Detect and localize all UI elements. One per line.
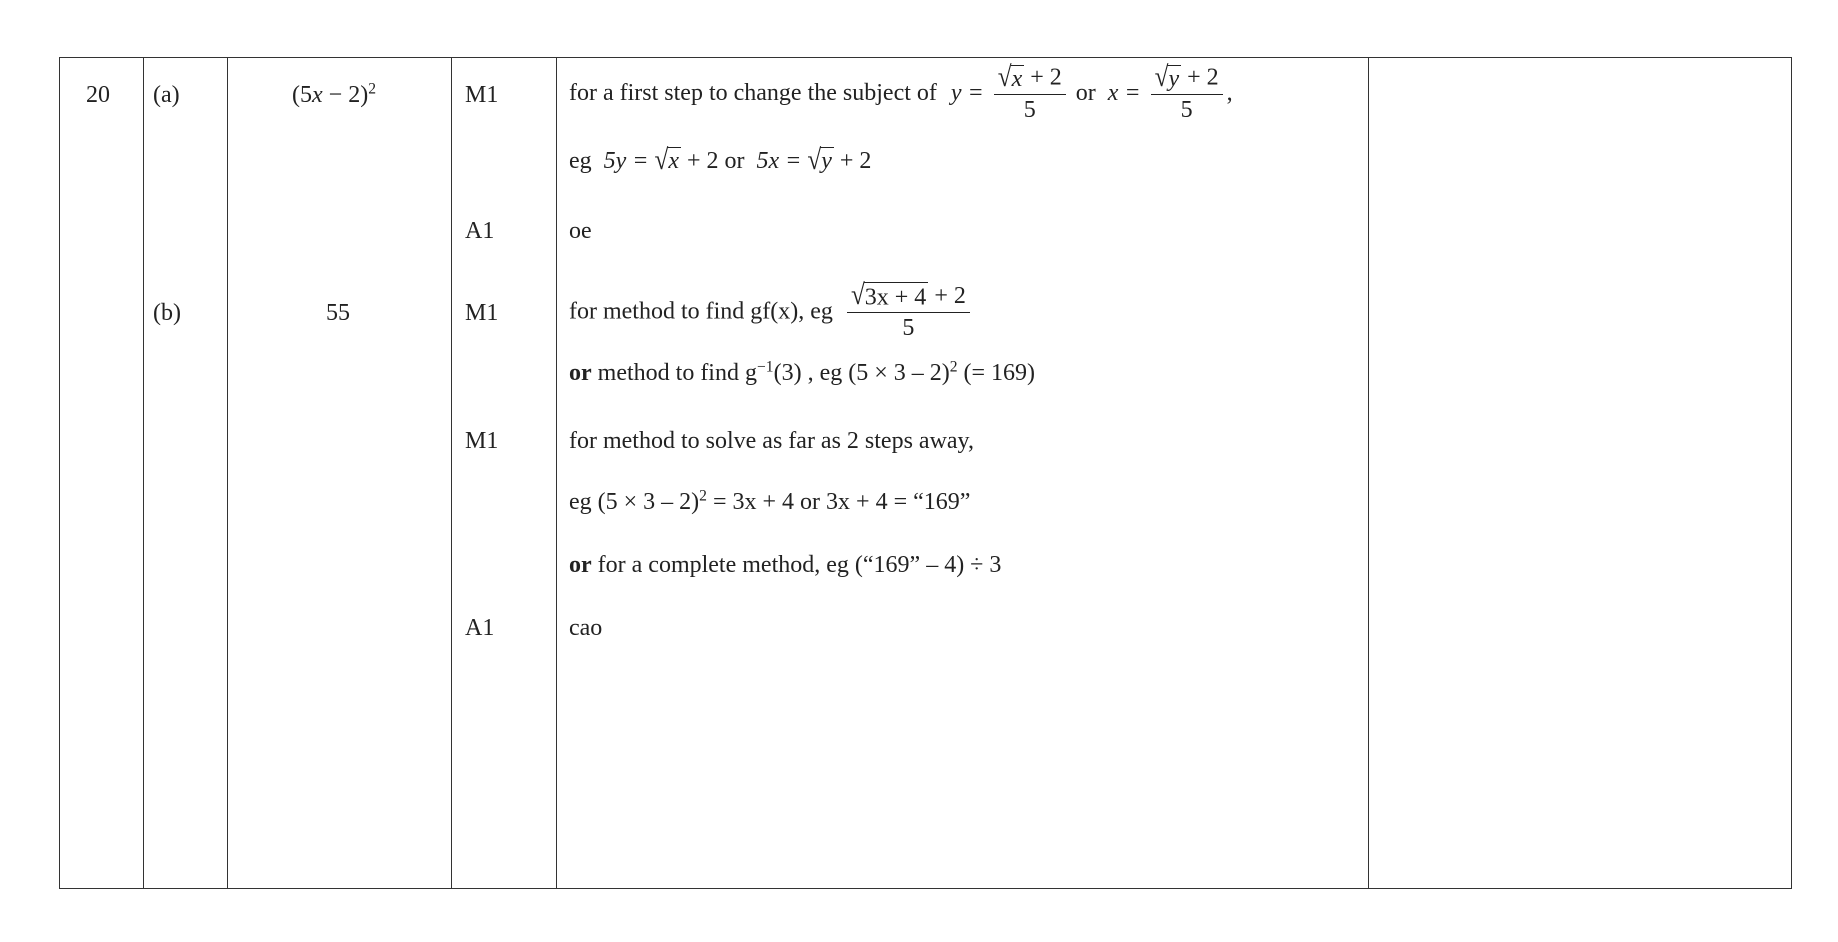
guidance-a-m1-line1: for a first step to change the subject of y = $\frac{√x + 2}{5}$ or x = $\frac{√y + 2}{5}$ , xyxy=(569,62,1233,123)
guidance-b-m1-line2: or method to find $g^{-1}(3)$ , eg $(5 \times 3 - 2)^2$ (= 169) xyxy=(569,358,1036,386)
guidance-a-a1: oe xyxy=(569,218,592,244)
answer-b: 55 xyxy=(326,300,350,326)
column-divider xyxy=(143,58,144,888)
mark-code-a-a1: A1 xyxy=(465,218,495,244)
mark-code-b-a1: A1 xyxy=(465,615,495,641)
part-label-a: (a) xyxy=(153,82,180,108)
mark-code-b-m1: M1 xyxy=(465,300,499,326)
column-divider xyxy=(556,58,557,888)
fraction-gf: $\frac{√3x + 4 + 2}{5}$ xyxy=(847,282,970,340)
column-divider xyxy=(227,58,228,888)
guidance-b-m1-second-line1: for method to solve as far as 2 steps away, xyxy=(569,428,974,454)
part-label-b: (b) xyxy=(153,300,181,326)
answer-a: $(5x - 2)^2$ xyxy=(292,80,376,108)
mark-code-a-m1: M1 xyxy=(465,82,499,108)
column-divider xyxy=(451,58,452,888)
guidance-b-m1-second-line2: eg $(5 \times 3 - 2)^2 = 3x + 4$ or 3x + 4 = “169” xyxy=(569,487,971,515)
mark-scheme-table xyxy=(59,57,1792,889)
fraction-y: $\frac{√x + 2}{5}$ xyxy=(994,64,1066,122)
column-divider xyxy=(1368,58,1369,888)
question-number: 20 xyxy=(86,82,110,108)
guidance-b-m1-second-line3: or for a complete method, eg (“169” – 4) ÷ 3 xyxy=(569,552,1002,578)
mark-code-b-m1-second: M1 xyxy=(465,428,499,454)
fraction-x: $\frac{√y + 2}{5}$ xyxy=(1151,64,1223,122)
guidance-a-m1-line2: eg 5y = √x + 2 or 5x = √y + 2 xyxy=(569,144,872,177)
guidance-b-m1-line1: for method to find gf(x), eg $\frac{√3x + 4 + 2}{5}$ xyxy=(569,282,974,340)
guidance-b-a1: cao xyxy=(569,615,603,641)
